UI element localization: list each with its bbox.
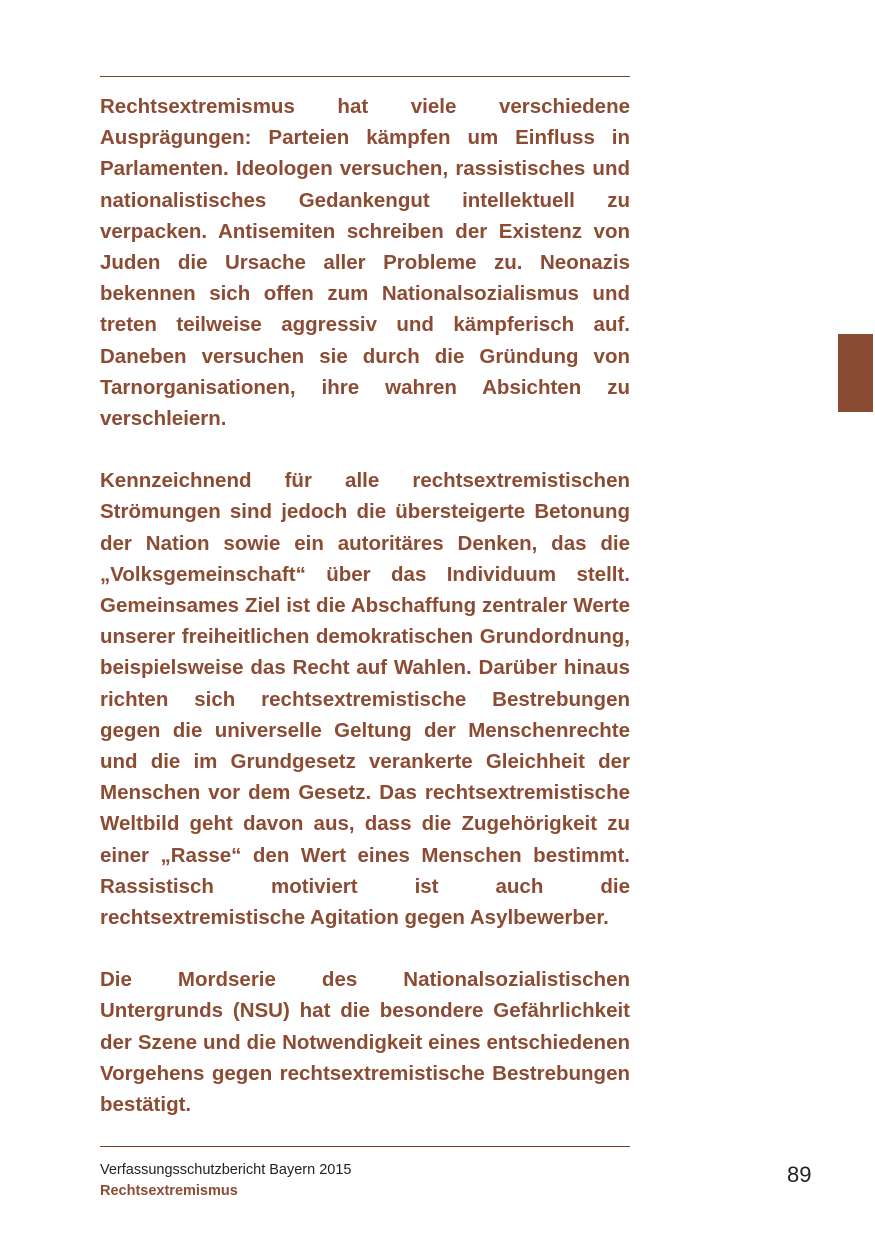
page-number: 89 (787, 1162, 812, 1187)
body-text (100, 91, 630, 1120)
footer-publication-title: Verfassungsschutzbericht Bayern 2015 (100, 1162, 352, 1178)
paragraph-3: Die Mordserie des Nationalsozialistischen Untergrunds (NSU) hat die besondere Gefährlichkeit der Szene und die Notwendigkeit eines entschiedenen Vorgehens gegen rechtsextremistische Bestrebungen bestätigt. (100, 968, 630, 1117)
chapter-tab-marker (838, 334, 873, 412)
bottom-rule (100, 1146, 630, 1147)
paragraph-2: Kennzeichnend für alle rechtsextremistischen Strömungen sind jedoch die übersteigerte Betonung der Nation sowie ein autoritäres Denken, das die „Volksgemeinschaft“ über das Individuum stellt. Gemeinsames Ziel ist die Abschaffung zentraler Werte unserer freiheitlichen demokratischen Grundordnung, beispielsweise das Recht auf Wahlen. Darüber hinaus richten sich rechtsextremistische Bestrebungen gegen die universelle Geltung der Menschenrechte und die im Grundgesetz verankerte Gleichheit der Menschen vor dem Gesetz. Das rechtsextremistische Weltbild geht davon aus, dass die Zugehörigkeit zu einer „Rasse“ den Wert eines Menschen bestimmt. Rassistisch motiviert ist auch die rechtsextremistische Agitation gegen Asylbewerber. (100, 469, 630, 930)
top-rule (100, 76, 630, 77)
footer-section-name: Rechtsextremismus (100, 1183, 238, 1199)
paragraph-1: Rechtsextremismus hat viele verschiedene Ausprägungen: Parteien kämpfen um Einfluss in Parlamenten. Ideologen versuchen, rassistisches und nationalistisches Gedankengut intellektuell zu verpacken. Antisemiten schreiben der Existenz von Juden die Ursache aller Probleme zu. Neonazis bekennen sich offen zum Nationalsozialismus und treten teilweise aggressiv und kämpferisch auf. Daneben versuchen sie durch die Gründung von Tarnorganisationen, ihre wahren Absichten zu verschleiern. (100, 95, 630, 431)
